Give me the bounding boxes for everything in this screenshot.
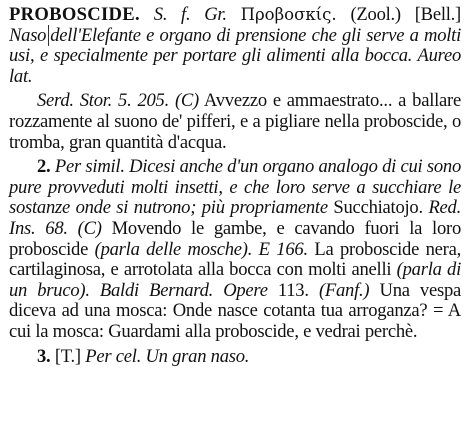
- source-marker: [Bell.]: [414, 4, 462, 25]
- greek-etymology: Προβοσκίς.: [240, 5, 337, 24]
- sense-definition: Per cel. Un gran naso.: [85, 345, 250, 367]
- source-marker: [T.]: [54, 345, 81, 367]
- citation-text: Movendo le gambe, e cavando fuori la loro proboscide: [9, 217, 461, 260]
- citation-source: Serd. Stor. 5. 205. (C): [37, 90, 199, 112]
- citation-source: Baldi Bernard. Opere: [99, 279, 268, 301]
- citation-serdonati: [9, 91, 461, 153]
- definition-start: Naso: [9, 24, 47, 46]
- citation-page: 113.: [277, 279, 309, 301]
- sense-number: 2.: [37, 156, 51, 178]
- citation-note: (parla di un bruco).: [9, 259, 461, 301]
- citation-text: Avvezzo e ammaestrato... a ballare rozzamente al suono de' pifferi, e a pigliare nella proboscide, o tromba, gran quantità d'acqua.: [9, 90, 461, 153]
- citation-source: Red. Ins. 68. (C): [9, 197, 461, 239]
- entry-sense-3: [9, 347, 461, 368]
- headword: PROBOSCIDE.: [9, 4, 140, 25]
- citation-source: E 166.: [258, 238, 308, 260]
- citation-note: (Fanf.): [318, 279, 370, 301]
- grammar-label: S. f. Gr.: [153, 4, 227, 25]
- sense-number: 3.: [37, 345, 51, 367]
- citation-text: Una vespa diceva ad una mosca: Onde nasce cotanta tua arroganza? = A cui la mosca: Guardami alla proboscide, e vedrai perchè.: [9, 279, 461, 342]
- definition-text: dell'Elefante e organo di prensione che gli serve a molti usi, e specialmente per portare gli alimenti alla bocca. Aureo lat.: [9, 24, 461, 87]
- entry-sense-2: [9, 157, 461, 342]
- sense-term: Succhiatojo.: [333, 197, 423, 219]
- domain-label: (Zool.): [350, 4, 401, 25]
- citation-note: (parla delle mosche).: [94, 238, 253, 260]
- citation-text: La proboscide nera, cartilaginosa, e arrotolata alla bocca con molti anelli: [9, 238, 462, 281]
- sense-definition: Per simil. Dicesi anche d'un organo analogo di cui sono pure provveduti molti insetti, e che loro serve a succhiare le sostanze onde si nutrono; più propriamente: [9, 156, 461, 219]
- entry-sense-1: [9, 5, 461, 87]
- dictionary-entry: [9, 5, 461, 371]
